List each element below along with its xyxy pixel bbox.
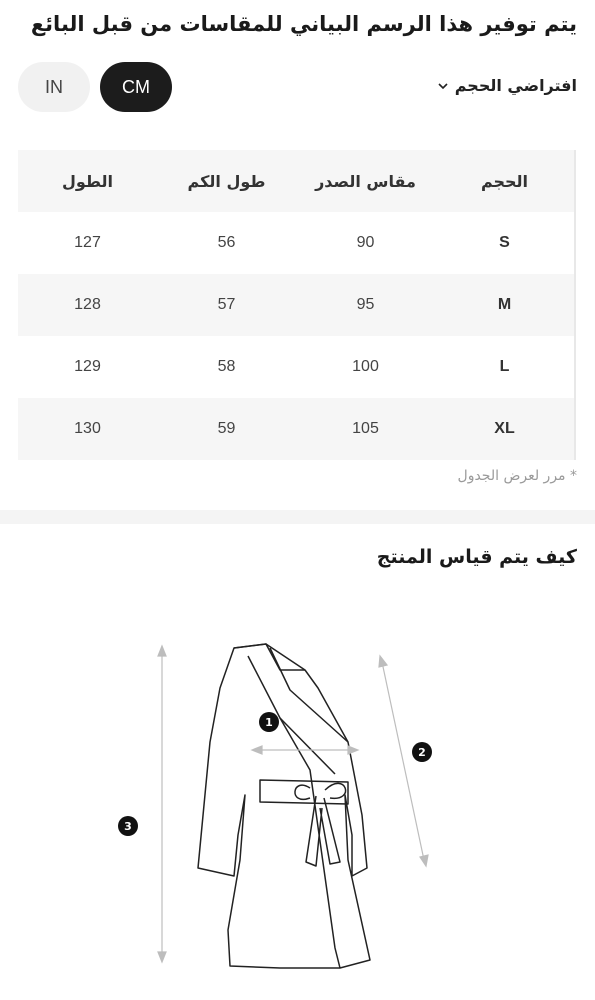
scroll-hint: * مرر لعرض الجدول	[457, 468, 577, 484]
bust-cell: 105	[352, 420, 379, 437]
robe-measurement-diagram	[100, 630, 460, 975]
unit-cm-button[interactable]: CM	[100, 62, 172, 112]
size-cell: XL	[494, 420, 515, 437]
svg-text:2: 2	[418, 746, 426, 759]
marker-3-icon	[118, 816, 138, 836]
table-header-row	[18, 150, 574, 212]
column-header-length: الطول	[62, 171, 113, 191]
measure-section-title: كيف يتم قياس المنتج	[376, 546, 577, 568]
length-cell: 129	[74, 358, 101, 375]
table-row	[18, 398, 574, 460]
size-default-dropdown[interactable]	[437, 76, 577, 95]
sleeve-cell: 56	[217, 234, 236, 251]
unit-in-button[interactable]: IN	[18, 62, 90, 112]
bust-cell: 95	[356, 296, 375, 313]
bust-cell: 100	[352, 358, 379, 375]
chevron-down-icon	[437, 80, 449, 92]
size-default-label: افتراضي الحجم	[454, 76, 577, 95]
marker-1-icon	[259, 712, 279, 732]
bust-cell: 90	[356, 234, 375, 251]
length-cell: 130	[74, 420, 101, 437]
column-header-size: الحجم	[480, 171, 529, 191]
size-cell: M	[497, 296, 512, 313]
sleeve-cell: 59	[217, 420, 236, 437]
section-divider	[0, 510, 595, 524]
marker-2-icon	[412, 742, 432, 762]
chart-title: يتم توفير هذا الرسم البياني للمقاسات من قبل البائع	[30, 12, 577, 36]
sleeve-cell: 58	[217, 358, 236, 375]
svg-text:1: 1	[265, 716, 273, 729]
size-cell: L	[499, 358, 510, 375]
column-header-bust: مقاس الصدر	[315, 171, 416, 191]
table-row	[18, 336, 574, 398]
sleeve-cell: 57	[217, 296, 236, 313]
size-cell: S	[499, 234, 510, 251]
length-cell: 128	[74, 296, 101, 313]
size-table[interactable]	[18, 150, 576, 460]
length-cell: 127	[74, 234, 101, 251]
svg-text:3: 3	[124, 820, 132, 833]
table-row	[18, 212, 574, 274]
unit-toggle	[18, 62, 172, 112]
table-row	[18, 274, 574, 336]
column-header-sleeve: طول الكم	[187, 171, 266, 191]
